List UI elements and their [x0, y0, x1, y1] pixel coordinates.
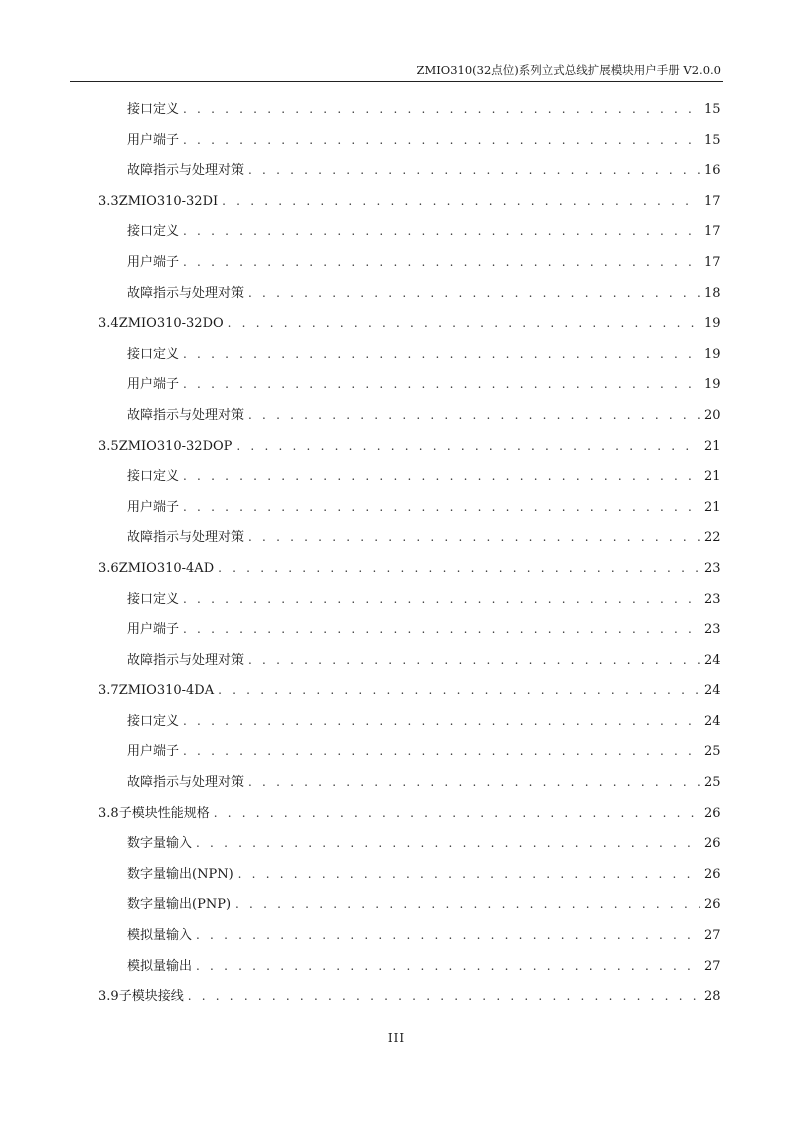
toc-dot-leader [248, 402, 700, 428]
toc-entry[interactable] [0, 341, 793, 372]
toc-entry[interactable] [0, 830, 793, 861]
toc-page-number: 17 [704, 254, 721, 270]
toc-dot-leader [183, 249, 700, 275]
toc-entry[interactable] [0, 371, 793, 402]
toc-dot-leader [214, 800, 700, 826]
toc-entry-title: 用户端子 [127, 377, 180, 393]
toc-page-number: 23 [704, 591, 721, 607]
toc-entry[interactable] [0, 524, 793, 555]
toc-section-number: 3.6 [98, 560, 119, 576]
toc-entry[interactable] [0, 188, 793, 219]
toc-entry[interactable] [0, 586, 793, 617]
toc-dot-leader [183, 96, 700, 122]
toc-entry-title: 接口定义 [127, 469, 180, 485]
toc-entry[interactable] [0, 127, 793, 158]
toc-page-number: 15 [704, 132, 721, 148]
toc-entry-title: 接口定义 [127, 224, 180, 240]
toc-entry[interactable] [0, 861, 793, 892]
toc-page-number: 16 [704, 163, 721, 179]
toc-entry[interactable] [0, 463, 793, 494]
toc-page-number: 19 [704, 346, 721, 362]
table-of-contents [0, 96, 793, 1014]
toc-section-number: 3.4 [98, 316, 119, 332]
toc-entry-title: 数字量输出(NPN) [127, 866, 234, 882]
toc-page-number: 15 [704, 102, 721, 117]
toc-entry-title: 接口定义 [127, 713, 180, 729]
toc-dot-leader [183, 708, 700, 734]
toc-entry[interactable] [0, 800, 793, 831]
toc-page-number: 23 [704, 560, 721, 576]
page-number: III [387, 1031, 406, 1045]
toc-entry-title: 用户端子 [127, 744, 180, 760]
toc-dot-leader [196, 830, 700, 856]
toc-entry[interactable] [0, 769, 793, 800]
toc-page-number: 24 [704, 652, 721, 668]
toc-entry-title: ZMIO310-4AD [118, 560, 215, 576]
toc-entry[interactable] [0, 280, 793, 311]
toc-entry-title: 用户端子 [127, 132, 180, 148]
toc-page-number: 19 [704, 377, 721, 393]
toc-entry-title: 用户端子 [127, 254, 180, 270]
toc-section-number: 3.8 [98, 805, 119, 821]
toc-page-number: 17 [704, 224, 721, 240]
toc-dot-leader [248, 647, 700, 673]
toc-entry-title: 数字量输出(PNP) [127, 897, 232, 913]
toc-entry[interactable] [0, 494, 793, 525]
toc-entry[interactable] [0, 433, 793, 464]
toc-entry[interactable] [0, 555, 793, 586]
toc-dot-leader [183, 463, 700, 489]
toc-entry-title: 数字量输入 [127, 836, 193, 852]
toc-page-number: 25 [704, 744, 721, 760]
toc-entry-title: 故障指示与处理对策 [127, 163, 245, 179]
toc-entry-title: ZMIO310-32DO [118, 316, 224, 332]
toc-entry-title: 接口定义 [127, 591, 180, 607]
toc-entry[interactable] [0, 953, 793, 984]
toc-entry[interactable] [0, 677, 793, 708]
toc-dot-leader [248, 769, 700, 795]
header-title: ZMIO310(32点位)系列立式总线扩展模块用户手册 V2.0.0 [416, 63, 721, 77]
toc-dot-leader [183, 616, 700, 642]
toc-entry-title: 模拟量输入 [127, 928, 193, 944]
toc-page-number: 26 [704, 805, 721, 821]
toc-page-number: 25 [704, 775, 721, 791]
toc-entry-title: 用户端子 [127, 622, 180, 638]
toc-entry[interactable] [0, 249, 793, 280]
toc-dot-leader [183, 494, 700, 520]
toc-page-number: 26 [704, 897, 721, 913]
toc-page-number: 22 [704, 530, 721, 546]
toc-entry-title: 接口定义 [127, 102, 180, 117]
toc-dot-leader [236, 433, 700, 459]
toc-dot-leader [218, 555, 700, 581]
toc-page-number: 23 [704, 622, 721, 638]
toc-entry[interactable] [0, 708, 793, 739]
toc-entry-title: 故障指示与处理对策 [127, 775, 245, 791]
toc-page-number: 27 [704, 958, 721, 974]
toc-dot-leader [183, 218, 700, 244]
toc-dot-leader [248, 524, 700, 550]
toc-dot-leader [196, 953, 700, 979]
toc-dot-leader [183, 371, 700, 397]
toc-page-number: 20 [704, 407, 721, 423]
toc-page-number: 28 [704, 989, 721, 1005]
toc-dot-leader [183, 586, 700, 612]
toc-entry[interactable] [0, 922, 793, 953]
toc-page-number: 27 [704, 928, 721, 944]
toc-entry[interactable] [0, 218, 793, 249]
toc-dot-leader [196, 922, 700, 948]
toc-entry-title: 故障指示与处理对策 [127, 530, 245, 546]
toc-page-number: 24 [704, 683, 721, 699]
toc-entry-title: 故障指示与处理对策 [127, 407, 245, 423]
toc-entry-title: 用户端子 [127, 499, 180, 515]
toc-dot-leader [235, 891, 700, 917]
toc-entry-title: 故障指示与处理对策 [127, 285, 245, 301]
toc-entry-title: 模拟量输出 [127, 958, 193, 974]
toc-entry[interactable] [0, 983, 793, 1014]
toc-entry-title: ZMIO310-32DOP [118, 438, 233, 454]
toc-entry[interactable] [0, 616, 793, 647]
toc-dot-leader [228, 310, 700, 336]
toc-page-number: 17 [704, 193, 721, 209]
toc-dot-leader [222, 188, 700, 214]
toc-page-number: 21 [704, 499, 721, 515]
toc-entry-title: 故障指示与处理对策 [127, 652, 245, 668]
toc-page-number: 18 [704, 285, 721, 301]
toc-dot-leader [183, 127, 700, 153]
toc-dot-leader [183, 738, 700, 764]
toc-dot-leader [248, 157, 700, 183]
toc-entry[interactable] [0, 402, 793, 433]
toc-entry-title: 接口定义 [127, 346, 180, 362]
toc-entry[interactable] [0, 891, 793, 922]
toc-entry[interactable] [0, 96, 793, 127]
toc-entry-title: 子模块接线 [118, 989, 184, 1005]
toc-section-number: 3.9 [98, 989, 119, 1005]
toc-section-number: 3.5 [98, 438, 119, 454]
toc-entry[interactable] [0, 738, 793, 769]
toc-page-number: 24 [704, 713, 721, 729]
toc-dot-leader [218, 677, 700, 703]
toc-dot-leader [238, 861, 700, 887]
toc-page-number: 26 [704, 866, 721, 882]
running-header [70, 62, 723, 82]
toc-entry-title: 子模块性能规格 [118, 805, 210, 821]
toc-section-number: 3.3 [98, 193, 119, 209]
toc-dot-leader [188, 983, 700, 1009]
toc-dot-leader [248, 280, 700, 306]
toc-entry-title: ZMIO310-32DI [118, 193, 219, 209]
toc-page-number: 26 [704, 836, 721, 852]
toc-entry-title: ZMIO310-4DA [118, 683, 215, 699]
toc-page-number: 21 [704, 469, 721, 485]
toc-page-number: 21 [704, 438, 721, 454]
toc-entry[interactable] [0, 157, 793, 188]
toc-section-number: 3.7 [98, 683, 119, 699]
toc-entry[interactable] [0, 310, 793, 341]
toc-entry[interactable] [0, 647, 793, 678]
toc-dot-leader [183, 341, 700, 367]
toc-page-number: 19 [704, 316, 721, 332]
